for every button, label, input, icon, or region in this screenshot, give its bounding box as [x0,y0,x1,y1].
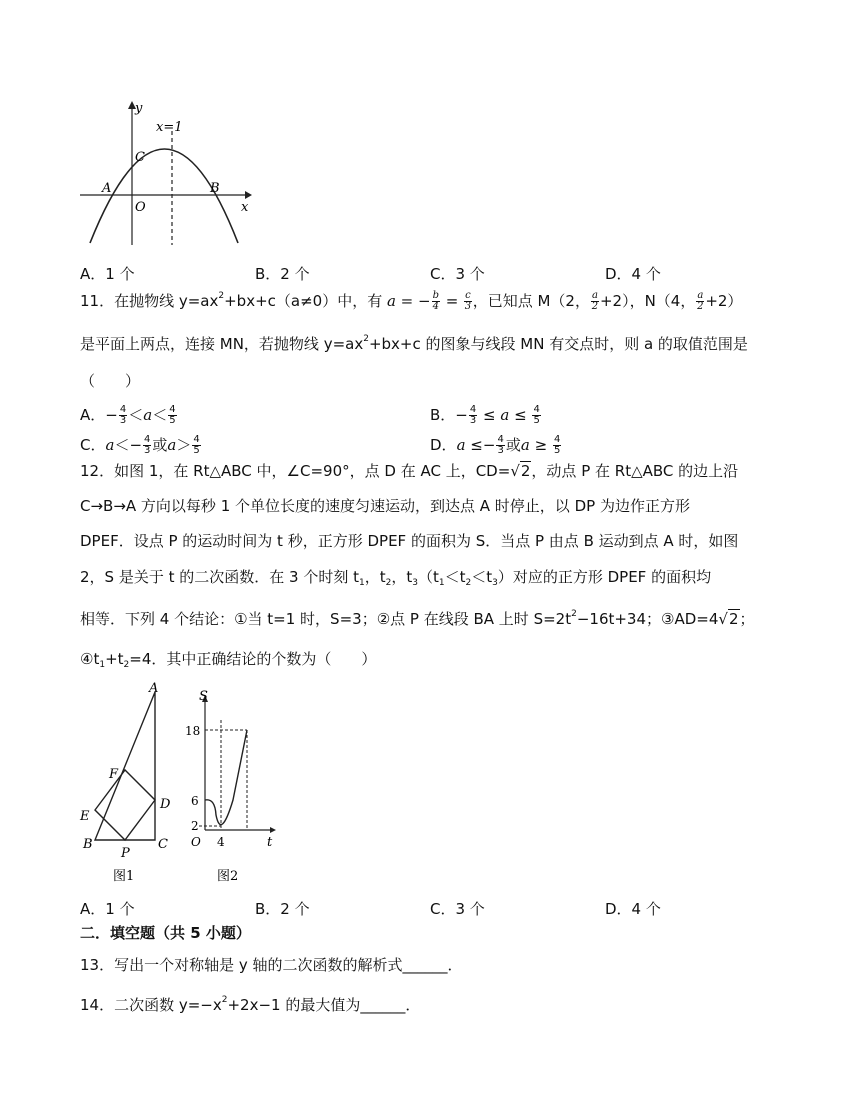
q11-line3: （ ） [80,372,141,390]
q10-option-c: C．3 个 [430,265,485,283]
fig2-origin: O [191,835,201,849]
q13: 13．写出一个对称轴是 y 轴的二次函数的解析式______． [80,956,463,974]
parabola-figure [80,95,260,255]
q11-option-a: A．− $\frac{4}{3}$ ＜a＜ $\frac{4}{5}$ [80,404,176,426]
x-axis-label: x [241,200,249,215]
q11-line2: 是平面上两点，连接 MN，若抛物线 $y=ax^2+bx+c$ 的图象与线段 MN 有交点时，则 a 的取值范围是 [80,334,748,353]
q11-line1: 11．在抛物线 $y=ax^2+bx+c(a\ne 0)$中，有 a = − $\frac{b}{4}$ = $\frac{c}{3}$ ，已知点 M（2， $\frac{a}{2}$ +2），N（4， $\frac{a}{2}$ +2） [80,290,743,312]
fig1-label-p: P [121,846,130,861]
fig1-label-c: C [158,837,168,852]
fig2-tick-4: 4 [217,835,225,849]
y-axis-label: y [135,101,143,116]
q10-option-d: D．4 个 [605,265,661,283]
fig2-tick-18: 18 [185,724,201,738]
q12-option-d: D．4 个 [605,900,661,918]
q12-option-a: A．1 个 [80,900,135,918]
q11-option-d: D．a ≤− $\frac{4}{3}$ 或a ≥ $\frac{4}{5}$ [430,434,561,456]
s-t-graph [185,680,285,890]
q11-option-c: C．a＜− $\frac{4}{3}$ 或a＞ $\frac{4}{5}$ [80,434,200,456]
q11-option-b: B．− $\frac{4}{3}$ ≤ a ≤ $\frac{4}{5}$ [430,404,540,426]
point-b-label: B [210,181,220,196]
fig2-tick-2: 2 [191,819,199,833]
fig1-label-b: B [83,837,93,852]
q10-option-b: B．2 个 [255,265,310,283]
fig2-tick-6: 6 [191,794,199,808]
q12-option-c: C．3 个 [430,900,485,918]
q10-option-a: A．1 个 [80,265,135,283]
q12-line2: C→B→A 方向以每秒 1 个单位长度的速度匀速运动，到达点 A 时停止，以 DP 为边作正方形 [80,497,690,515]
fig1-label-a: A [149,681,159,696]
fig1-label-d: D [160,797,171,812]
fig1-label-e: E [80,809,90,824]
section-heading: 二．填空题（共 5 小题） [80,924,251,942]
q12-line5: 相等．下列 4 个结论：①当 t=1 时，S=3；②点 P 在线段 BA 上时 $S=2t^2-16t+34$；③AD=4√2； [80,609,755,628]
symmetry-label: x=1 [156,120,183,135]
fig1-caption: 图1 [113,869,135,884]
fig2-t-label: t [267,835,273,850]
q12-option-b: B．2 个 [255,900,310,918]
fig1-label-f: F [109,767,119,782]
origin-label: O [135,200,146,215]
q12-line3: DPEF．设点 P 的运动时间为 t 秒，正方形 DPEF 的面积为 S．当点 P 由点 B 运动到点 A 时，如图 [80,532,739,550]
q12-line6: $④t_1+t_2=4$．其中正确结论的个数为（ ） [80,650,377,670]
fig2-caption: 图2 [217,869,239,884]
point-a-label: A [102,181,112,196]
point-c-label: C [135,150,145,165]
triangle-figure [75,680,185,890]
q14: 14．二次函数 $y=-x^2+2x-1$ 的最大值为______． [80,995,421,1014]
q12-line1: 12．如图 1，在 Rt△ABC 中，∠C=90°，点 D 在 AC 上，CD=√2，动点 P 在 Rt△ABC 的边上沿 [80,462,739,480]
q12-line4: 2，S 是关于 t 的二次函数．在 3 个时刻 $t_1$，$t_2$，$t_3(t_1<t_2<t_3)$对应的正方形 DPEF 的面积均 [80,568,712,588]
fig2-s-label: S [199,689,208,704]
